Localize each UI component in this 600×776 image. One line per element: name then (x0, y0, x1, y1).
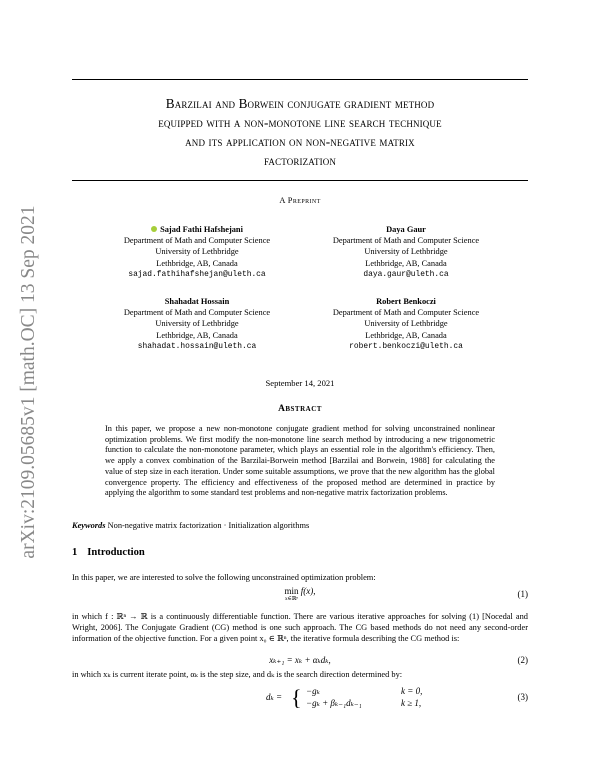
author-univ: University of Lethbridge (364, 319, 448, 329)
author-block (97, 224, 297, 280)
title-line: Barzilai and Borwein conjugate gradient method (165, 96, 435, 111)
abstract-heading: Abstract (278, 404, 322, 414)
equation-2: xₖ₊₁ = xₖ + αₖdₖ, (2) (269, 655, 528, 665)
author-email[interactable]: daya.gaur@uleth.ca (363, 269, 449, 279)
author-city: Lethbridge, AB, Canada (365, 330, 447, 340)
orcid-icon[interactable] (151, 226, 157, 232)
author-dept: Department of Math and Computer Science (332, 236, 480, 246)
author-city: Lethbridge, AB, Canada (156, 330, 238, 340)
author-name: Shahadat Hossain (164, 297, 230, 306)
section-heading: 1 Introduction (72, 547, 145, 558)
author-univ: University of Lethbridge (155, 247, 239, 257)
keywords-line (72, 521, 528, 530)
author-univ: University of Lethbridge (364, 247, 448, 257)
intro-paragraph-3: in which xₖ is current iterate point, αₖ is the step size, and dₖ is the search direction determined by: (72, 670, 403, 679)
author-name: Sajad Fathi Hafshejani (97, 224, 297, 235)
brace-symbol: { (291, 685, 302, 710)
author-name: Robert Benkoczi (376, 297, 436, 306)
author-dept: Department of Math and Computer Science (332, 308, 480, 318)
author-univ: University of Lethbridge (155, 319, 239, 329)
abstract-text: In this paper, we propose a new non-monotone conjugate gradient method for solving unconstrained nonlinear optimization problems. We first modify the non-monotone line search method by introducing a new trigonometric function to calculate the non-monotone parameter, which plays an essential role in the algorithm's efficiency. Then, we apply a convex combination of the Barzilai-Borwein method [Barzilai and Borwein, 1988] for calculating the value of step size in each iteration. Under some suitable assumptions, we prove that the new algorithm has the global convergence property. The efficiency and effectiveness of the proposed method are determined in practice by applying the algorithm to some standard test problems and non-negative matrix factorization problems. (105, 424, 495, 498)
equation-3: dₖ = { −gₖ k = 0, −gₖ + βₖ₋₁dₖ₋₁ k ≥ 1, (3) (266, 685, 528, 710)
author-block (306, 296, 506, 352)
keywords-label: Keywords (72, 521, 106, 530)
arxiv-stamp: arXiv:2109.05685v1 [math.OC] 13 Sep 2021 (18, 205, 39, 559)
author-email[interactable]: shahadat.hossain@uleth.ca (137, 341, 257, 351)
title-line: and its application on non-negative matrix (185, 134, 415, 149)
intro-paragraph-1: In this paper, we are interested to solve the following unconstrained optimization problem: (72, 573, 376, 582)
intro-paragraph-2: in which f : ℝⁿ → ℝ is a continuously differentiable function. There are various iterative approaches for solving (1) [Nocedal and Wright, 2006]. The Conjugate Gradient (CG) method is one such approach. The CG based methods do not need any second-order information of the objective function. For a given point x₀ ∈ ℝⁿ, the iterative formula describing the CG method is: (72, 612, 528, 643)
title-top-rule (72, 79, 528, 80)
author-email[interactable]: sajad.fathihafshejan@uleth.ca (128, 269, 266, 279)
title-line: factorization (263, 153, 337, 168)
preprint-label: A Preprint (279, 196, 321, 205)
author-email[interactable]: robert.benkoczi@uleth.ca (349, 341, 463, 351)
author-name: Daya Gaur (386, 225, 426, 234)
author-city: Lethbridge, AB, Canada (156, 258, 238, 268)
title-line: equipped with a non-monotone line search technique (158, 115, 442, 130)
keywords-text: Non-negative matrix factorization · Initialization algorithms (107, 521, 310, 530)
title-bottom-rule (72, 180, 528, 181)
author-block (306, 224, 506, 280)
author-dept: Department of Math and Computer Science (123, 308, 271, 318)
paper-title (72, 94, 528, 170)
equation-1: min x∈ℝⁿ f(x), (1) (284, 586, 528, 602)
author-dept: Department of Math and Computer Science (123, 236, 271, 246)
author-block (97, 296, 297, 352)
author-city: Lethbridge, AB, Canada (365, 258, 447, 268)
paper-date: September 14, 2021 (265, 378, 335, 388)
